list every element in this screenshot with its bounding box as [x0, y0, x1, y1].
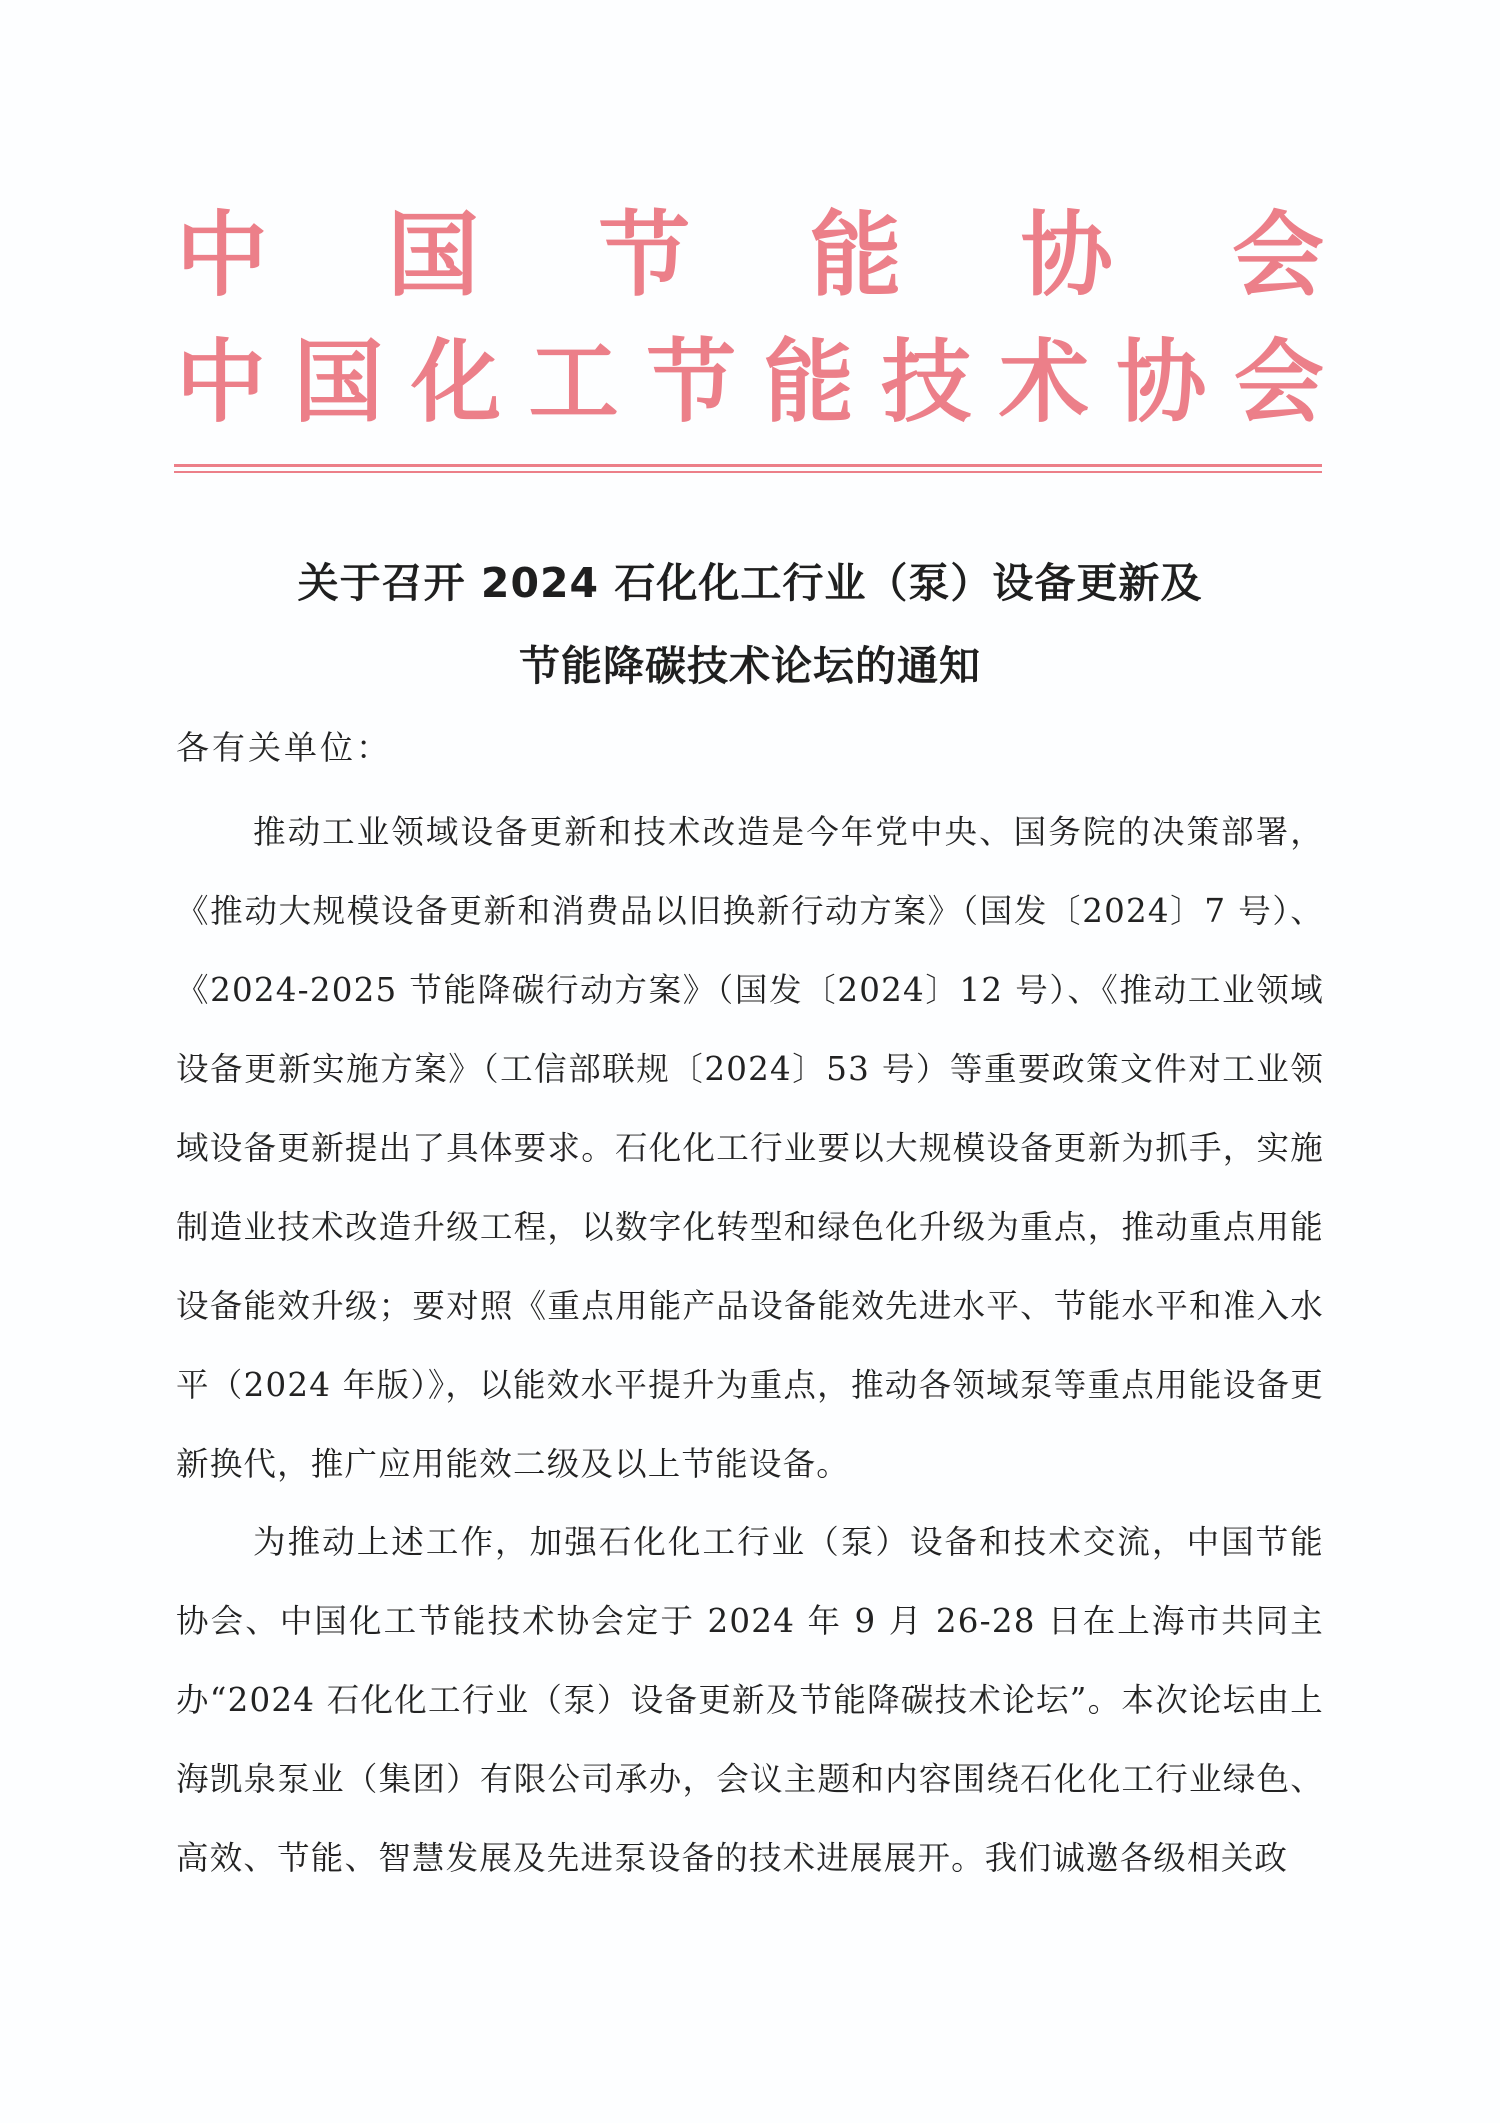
org-2-char: 化 [411, 330, 502, 435]
body-paragraph: 为推动上述工作，加强石化化工行业（泵）设备和技术交流，中国节能协会、中国化工节能技术协会定于 2024 年 9 月 26-28 日在上海市共同主办“2024 石化化工行业（泵）设备更新及节能降碳技术论坛”。本次论坛由上海凯泉泵业（集团）有限公司承办，会议主题和内容围绕石化化工行业绿色、高效、节能、智慧发展及先进泵设备的技术进展展开。我们诚邀各级相关政 [176, 1523, 1324, 1877]
org-name-china-energy-conservation-association [176, 202, 1324, 309]
org-1-char: 协 [1020, 202, 1113, 309]
org-1-char: 国 [387, 202, 480, 309]
org-2-char: 中 [176, 330, 266, 435]
org-2-char: 节 [646, 330, 737, 435]
notice-title-line-2: 节能降碳技术论坛的通知 [519, 642, 981, 690]
org-2-char: 能 [763, 330, 854, 435]
org-2-char: 会 [1233, 330, 1324, 435]
notice-title-line-1: 关于召开 2024 石化化工行业（泵）设备更新及 [297, 559, 1203, 607]
header-divider [174, 464, 1322, 467]
org-2-char: 术 [998, 330, 1089, 435]
body-paragraph: 推动工业领域设备更新和技术改造是今年党中央、国务院的决策部署，《推动大规模设备更新和消费品以旧换新行动方案》（国发〔2024〕7 号）、《2024-2025 节能降碳行动方案》（国发〔2024〕12 号）、《推动工业领域设备更新实施方案》（工信部联规〔2024〕53 号）等重要政策文件对工业领域设备更新提出了具体要求。石化化工行业要以大规模设备更新为抓手，实施制造业技术改造升级工程，以数字化转型和绿色化升级为重点，推动重点用能设备能效升级；要对照《重点用能产品设备能效先进水平、节能水平和准入水平（2024 年版）》，以能效水平提升为重点，推动各领域泵等重点用能设备更新换代，推广应用能效二级及以上节能设备。 [176, 813, 1324, 1483]
org-2-char: 技 [881, 330, 972, 435]
org-1-char: 中 [176, 202, 269, 309]
org-2-char: 国 [293, 330, 384, 435]
salutation: 各有关单位： [176, 728, 392, 767]
org-1-char: 能 [809, 202, 902, 309]
org-2-char: 工 [528, 330, 619, 435]
org-name-china-chemical-energy-conservation-association [176, 330, 1324, 435]
org-1-char: 会 [1231, 202, 1324, 309]
org-1-char: 节 [598, 202, 691, 309]
org-2-char: 协 [1116, 330, 1207, 435]
